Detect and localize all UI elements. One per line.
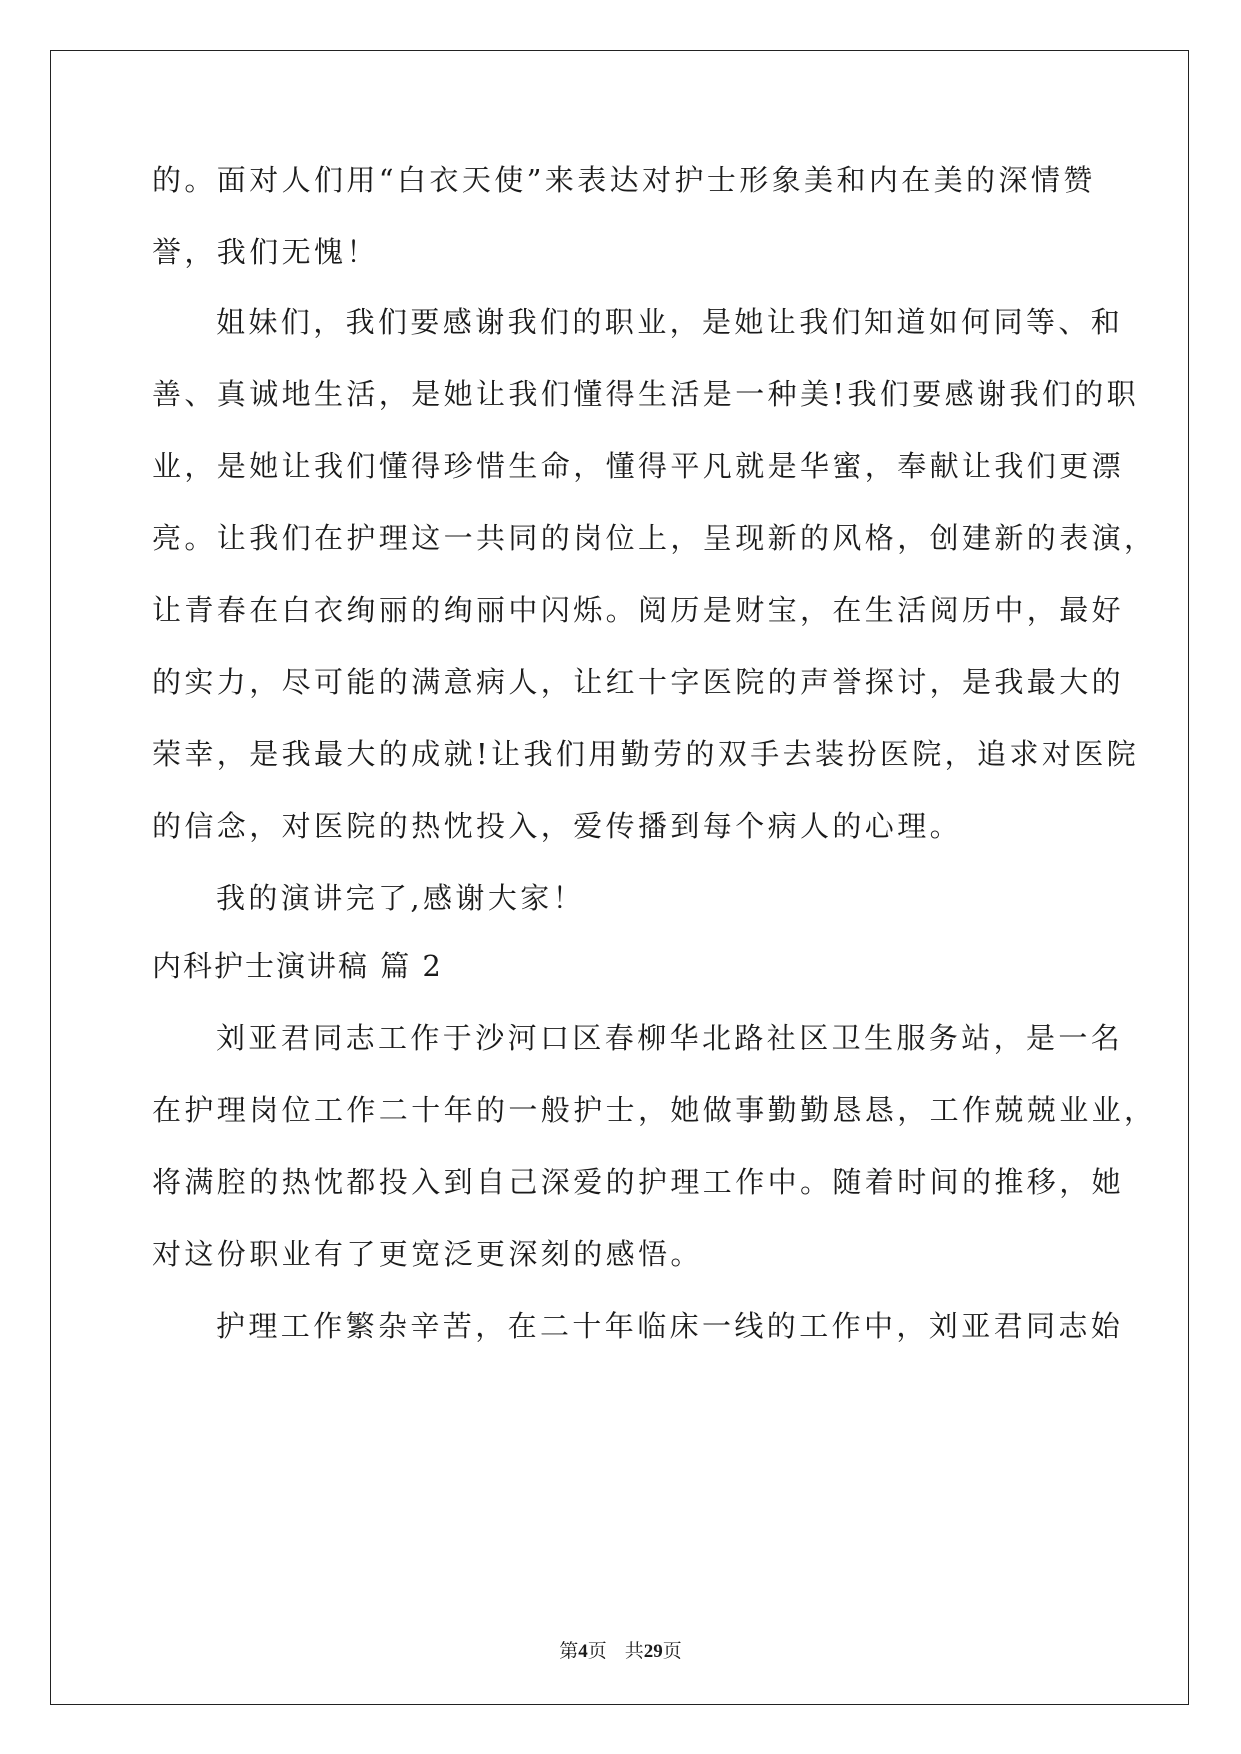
text-line: 对这份职业有了更宽泛更深刻的感悟。 xyxy=(152,1237,703,1271)
text-line: 业，是她让我们懂得珍惜生命，懂得平凡就是华蜜，奉献让我们更漂 xyxy=(152,449,1125,483)
text-line: 亮。让我们在护理这一共同的岗位上，呈现新的风格，创建新的表演， xyxy=(152,521,1157,555)
total-page-count: 29 xyxy=(643,1641,663,1662)
text-line: 在护理岗位工作二十年的一般护士，她做事勤勤恳恳，工作兢兢业业， xyxy=(152,1093,1157,1127)
text-line: 的。面对人们用“白衣天使”来表达对护士形象美和内在美的深情赞 xyxy=(152,163,1096,197)
footer-page-prefix: 第 xyxy=(559,1641,579,1662)
paragraph-start: 护理工作繁杂辛苦，在二十年临床一线的工作中，刘亚君同志始 xyxy=(216,1309,1124,1343)
text-line: 誉，我们无愧！ xyxy=(152,235,379,269)
text-line: 的实力，尽可能的满意病人，让红十字医院的声誉探讨，是我最大的 xyxy=(152,665,1125,699)
text-line: 善、真诚地生活，是她让我们懂得生活是一种美!我们要感谢我们的职 xyxy=(152,377,1140,411)
text-line: 让青春在白衣绚丽的绚丽中闪烁。阅历是财宝，在生活阅历中，最好 xyxy=(152,593,1125,627)
footer-page-suffix: 页 xyxy=(587,1641,607,1662)
text-line: 将满腔的热忱都投入到自己深爱的护理工作中。随着时间的推移，她 xyxy=(152,1165,1125,1199)
paragraph-start: 刘亚君同志工作于沙河口区春柳华北路社区卫生服务站，是一名 xyxy=(216,1021,1124,1055)
footer-total-suffix: 页 xyxy=(662,1641,682,1662)
current-page-number: 4 xyxy=(578,1641,588,1662)
text-line: 荣幸，是我最大的成就!让我们用勤劳的双手去装扮医院，追求对医院 xyxy=(152,737,1140,771)
paragraph-start: 我的演讲完了,感谢大家！ xyxy=(216,881,586,915)
footer-total-prefix: 共 xyxy=(624,1641,644,1662)
section-heading: 内科护士演讲稿 篇 2 xyxy=(152,949,443,983)
paragraph-start: 姐妹们，我们要感谢我们的职业，是她让我们知道如何同等、和 xyxy=(216,305,1124,339)
text-line: 的信念，对医院的热忱投入，爱传播到每个病人的心理。 xyxy=(152,809,963,843)
page-footer xyxy=(0,1636,1241,1663)
